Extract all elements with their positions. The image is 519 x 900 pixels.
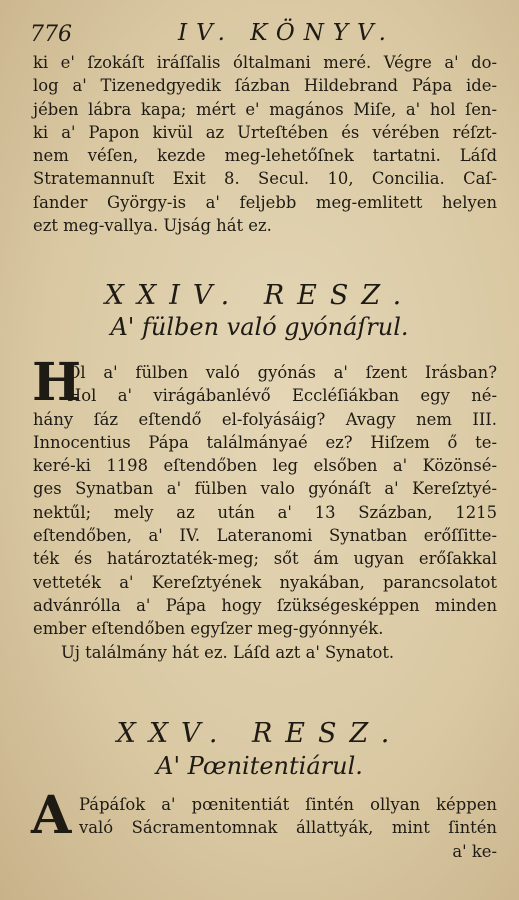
book-title: IV. KÖNYV. xyxy=(178,20,395,46)
text-line: keré-ki 1198 eſtendőben leg elsőben a' Közönsé- xyxy=(33,456,497,476)
paragraph-2 xyxy=(33,361,497,664)
text-line: ki e' ſzokáſt iráſſalis óltalmani meré. Végre a' do- xyxy=(33,53,497,72)
text-line: Uj találmány hát ez. Láſd azt a' Synatot. xyxy=(61,642,395,662)
text-line: log a' Tizenedgyedik ſázban Hildebrand Pápa ide- xyxy=(33,76,497,96)
text-line: jében lábra kapa; mért e' magános Miſe, a' hol ſen- xyxy=(33,99,497,119)
text-line: ſander György-is a' feljebb meg-emlitett helyen xyxy=(33,192,497,212)
page-number: 776 xyxy=(30,22,72,47)
text-line: ki a' Papon kivül az Urteſtében és vérében réſzt- xyxy=(33,122,497,142)
drop-cap: H xyxy=(32,352,82,413)
paragraph-1 xyxy=(33,51,497,237)
text-line: nem véſen, kezde meg-lehetőſnek tartatni. Láſd xyxy=(33,146,497,166)
text-line: Ol a' fülben való gyónás a' ſzent Irásban? xyxy=(67,363,497,382)
drop-cap: A xyxy=(31,785,72,846)
text-line: nektűl; mely az után a' 13 Százban, 1215 xyxy=(33,502,497,522)
text-line: hány ſáz eſtendő el-folyásáig? Avagy nem III. xyxy=(33,409,497,429)
text-line: Hol a' virágábanlévő Eccléſiákban egy né- xyxy=(67,386,497,406)
text-line: ges Synatban a' fülben valo gyónáſt a' Kereſztyé- xyxy=(33,479,497,499)
section-heading: XXIV. RESZ. xyxy=(104,280,415,311)
text-line: ték és határoztaték-meg; sőt ám ugyan erőſakkal xyxy=(33,549,497,569)
text-line: vetteték a' Kereſztyének nyakában, parancsolatot xyxy=(33,572,497,592)
text-line: ezt meg-vallya. Ujság hát ez. xyxy=(33,216,272,236)
text-line: eſtendőben, a' IV. Lateranomi Synatban erőſſitte- xyxy=(33,526,497,546)
text-line: Stratemannuſt Exit 8. Secul. 10, Concilia. Caſ- xyxy=(33,169,497,189)
text-line: a' ke- xyxy=(452,841,497,861)
section-heading: XXV. RESZ. xyxy=(116,718,403,749)
paragraph-3 xyxy=(33,793,497,863)
section-subtitle: A' fülben való gyónáſrul. xyxy=(110,313,409,341)
section-subtitle: A' Pœnitentiárul. xyxy=(156,752,363,780)
text-line: ember eſtendőben egyſzer meg-gyónnyék. xyxy=(33,619,384,639)
running-head xyxy=(30,20,499,50)
text-line: Innocentius Pápa találmányaé ez? Hiſzem ő te- xyxy=(33,432,497,452)
text-line: való Sácramentomnak állattyák, mint ſintén xyxy=(79,818,497,838)
text-line: advánrólla a' Pápa hogy ſzükségesképpen minden xyxy=(33,595,497,615)
text-line: Pápáſok a' pœnitentiát ſintén ollyan képpen xyxy=(79,795,497,814)
